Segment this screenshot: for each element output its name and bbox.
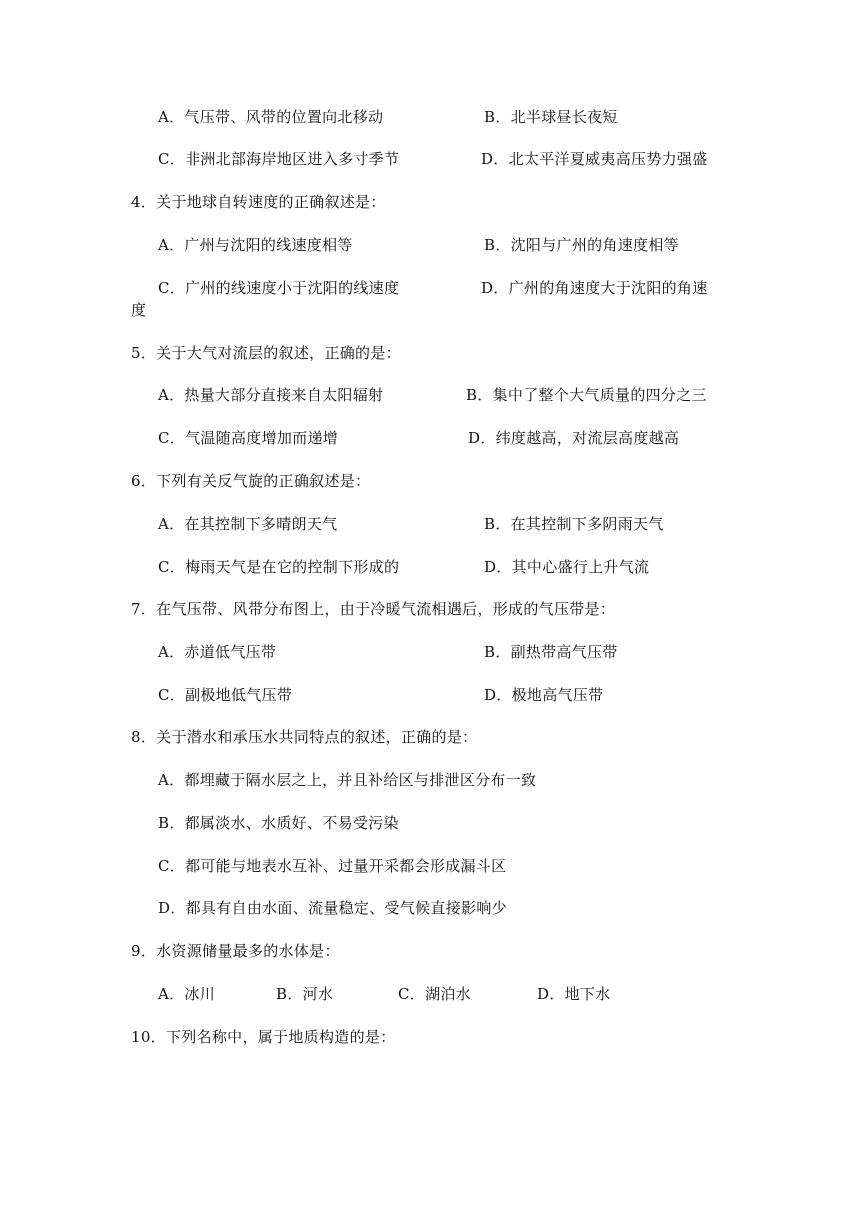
q9-option-b: B．河水 [276,985,334,1003]
q5-option-c: C．气温随高度增加而递增 [158,429,339,447]
q4-option-b: B．沈阳与广州的角速度相等 [484,236,679,254]
q7-option-d: D．极地高气压带 [484,686,604,704]
q4-option-c: C．广州的线速度小于沈阳的线速度 [158,279,400,297]
q8-option-d: D．都具有自由水面、流量稳定、受气候直接影响少 [158,899,507,917]
q3-option-a: A．气压带、风带的位置向北移动 [158,108,384,126]
q6-stem: 6．下列有关反气旋的正确叙述是： [131,472,371,490]
q4-stem: 4．关于地球自转速度的正确叙述是： [131,193,386,211]
q4-option-d-wrap: 度 [131,301,147,319]
q6-option-c: C．梅雨天气是在它的控制下形成的 [158,558,400,576]
q8-option-b: B．都属淡水、水质好、不易受污染 [158,814,399,832]
q9-option-a: A．冰川 [158,985,216,1003]
q7-option-c: C．副极地低气压带 [158,686,293,704]
q8-stem: 8．关于潜水和承压水共同特点的叙述，正确的是： [131,728,478,746]
q6-option-a: A．在其控制下多晴朗天气 [158,515,338,533]
q3-option-b: B．北半球昼长夜短 [484,108,618,126]
q9-option-d: D．地下水 [537,985,611,1003]
q5-option-a: A．热量大部分直接来自太阳辐射 [158,386,384,404]
q9-stem: 9．水资源储量最多的水体是： [131,942,340,960]
q10-stem: 10．下列名称中，属于地质构造的是： [131,1028,396,1046]
q4-option-d: D．广州的角速度大于沈阳的角速 [481,279,708,297]
q3-option-d: D．北太平洋夏威夷高压势力强盛 [481,150,708,168]
q9-option-c: C．湖泊水 [398,985,471,1003]
q7-option-a: A．赤道低气压带 [158,643,277,661]
q6-option-b: B．在其控制下多阴雨天气 [484,515,664,533]
q8-option-c: C．都可能与地表水互补、过量开采都会形成漏斗区 [158,857,507,875]
q4-option-a: A．广州与沈阳的线速度相等 [158,236,353,254]
q8-option-a: A．都埋藏于隔水层之上，并且补给区与排泄区分布一致 [158,771,537,789]
q7-stem: 7．在气压带、风带分布图上，由于冷暖气流相遇后，形成的气压带是： [131,600,616,618]
q7-option-b: B．副热带高气压带 [484,643,618,661]
q5-stem: 5．关于大气对流层的叙述，正确的是： [131,344,401,362]
q5-option-b: B．集中了整个大气质量的四分之三 [466,386,707,404]
q3-option-c: C．非洲北部海岸地区进入多寸季节 [158,150,400,168]
q6-option-d: D．其中心盛行上升气流 [484,558,650,576]
q5-option-d: D．纬度越高，对流层高度越高 [468,429,680,447]
